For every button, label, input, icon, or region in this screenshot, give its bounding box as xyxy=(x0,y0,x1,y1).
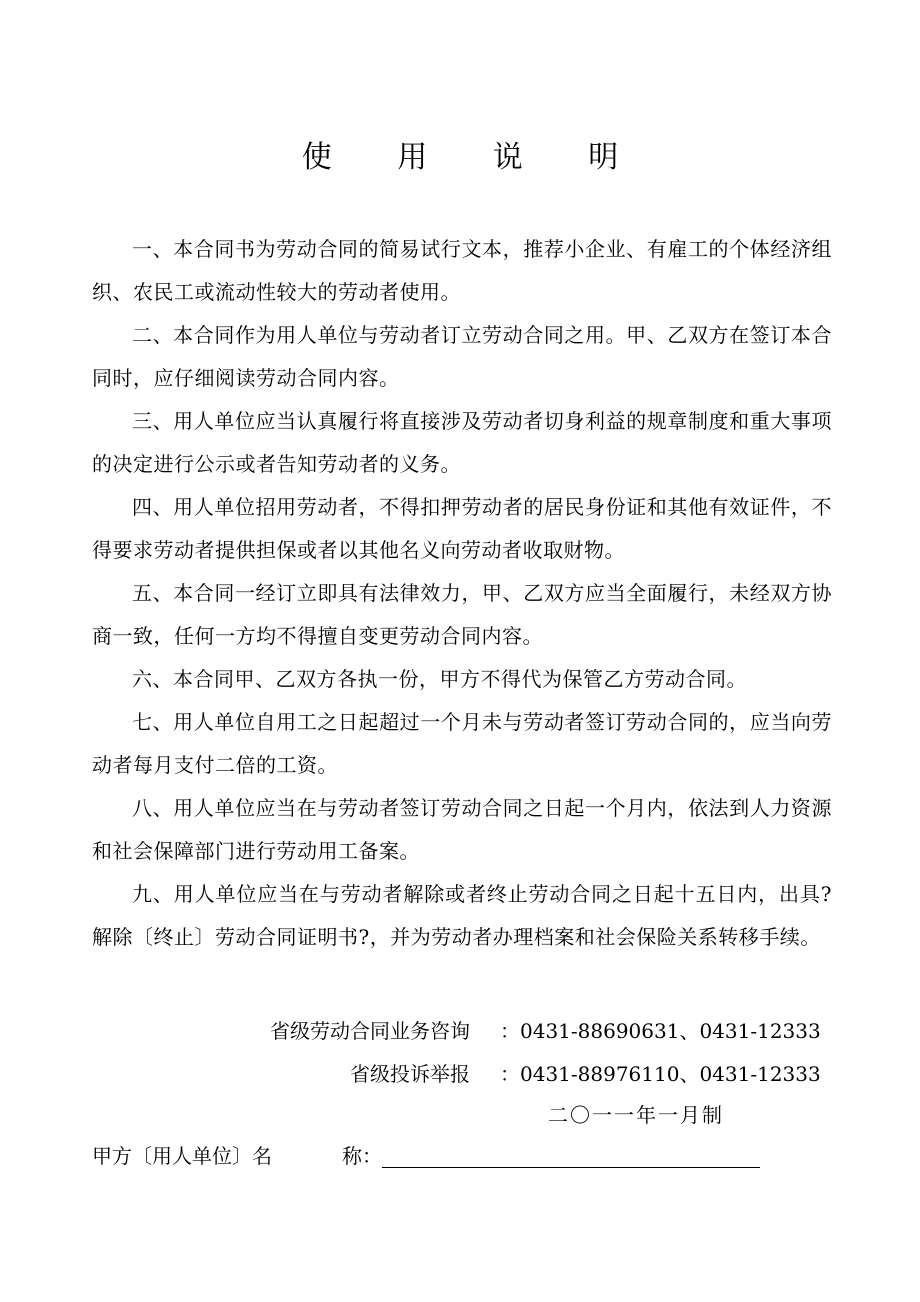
instruction-paragraph-9: 九、用人单位应当在与劳动者解除或者终止劳动合同之日起十五日内，出具?解除〔终止〕劳动合同证明书?，并为劳动者办理档案和社会保险关系转移手续。 xyxy=(92,882,832,949)
instructions-body xyxy=(92,228,832,959)
issue-date: 二〇一一年一月制 xyxy=(548,1103,724,1127)
instruction-paragraph-8: 八、用人单位应当在与劳动者签订劳动合同之日起一个月内，依法到人力资源和社会保障部门进行劳动用工备案。 xyxy=(92,796,832,863)
page-title: 使 用 说 明 xyxy=(301,140,647,175)
contact-phone-complaint: ：0431-88976110、0431-12333 xyxy=(500,1062,821,1086)
contact-label-consult: 省级劳动合同业务咨询 xyxy=(270,1019,470,1043)
contact-info xyxy=(0,1010,920,1096)
contact-label-complaint: 省级投诉举报 xyxy=(350,1062,470,1086)
instruction-paragraph-5: 五、本合同一经订立即具有法律效力，甲、乙双方应当全面履行，未经双方协商一致，任何一方均不得擅自变更劳动合同内容。 xyxy=(92,581,832,648)
party-a-label: 甲方〔用人单位〕名 xyxy=(92,1144,272,1168)
instruction-paragraph-6: 六、本合同甲、乙双方各执一份，甲方不得代为保管乙方劳动合同。 xyxy=(132,667,747,691)
party-a-label-suffix: 称： xyxy=(342,1144,382,1168)
contact-row-consult xyxy=(0,1010,920,1053)
party-a-name-blank[interactable] xyxy=(382,1167,760,1168)
instruction-paragraph-1: 一、本合同书为劳动合同的简易试行文本，推荐小企业、有雇工的个体经济组织、农民工或流动性较大的劳动者使用。 xyxy=(92,237,832,304)
instruction-paragraph-2: 二、本合同作为用人单位与劳动者订立劳动合同之用。甲、乙双方在签订本合同时，应仔细阅读劳动合同内容。 xyxy=(92,323,832,390)
instruction-paragraph-7: 七、用人单位自用工之日起超过一个月未与劳动者签订劳动合同的，应当向劳动者每月支付二倍的工资。 xyxy=(92,710,832,777)
instruction-paragraph-3: 三、用人单位应当认真履行将直接涉及劳动者切身利益的规章制度和重大事项的决定进行公示或者告知劳动者的义务。 xyxy=(92,409,832,476)
contact-phone-consult: ：0431-88690631、0431-12333 xyxy=(500,1019,821,1043)
contact-row-complaint xyxy=(0,1053,920,1096)
party-a-name-line xyxy=(92,1135,772,1178)
instruction-paragraph-4: 四、用人单位招用劳动者，不得扣押劳动者的居民身份证和其他有效证件，不得要求劳动者提供担保或者以其他名义向劳动者收取财物。 xyxy=(92,495,832,562)
